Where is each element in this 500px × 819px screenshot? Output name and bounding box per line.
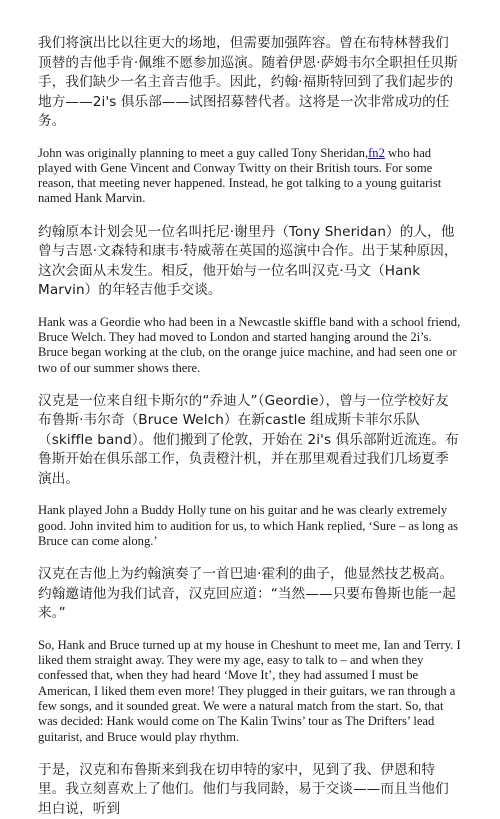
paragraph-zh-3: 约翰原本计划会见一位名叫托尼·谢里丹（Tony Sheridan）的人，他曾与吉恩·文森特和康韦·特威蒂在英国的巡演中合作。出于某种原因，这次会面从未发生。相反，他开始与一位名叫汉克·马文（Hank Marvin）的年轻吉他手交谈。 <box>38 223 458 299</box>
paragraph-zh-1: 我们将演出比以往更大的场地，但需要加强阵容。曾在布特林替我们顶替的吉他手肯·佩维不愿参加巡演。随着伊恩·萨姆韦尔全职担任贝斯手，我们缺少一名主音吉他手。因此，约翰·福斯特回到了我们起步的地方——2i's 俱乐部——试图招募替代者。这将是一次非常成功的任务。 <box>38 35 458 129</box>
paragraph-en-2-text-before: John was originally planning to meet a guy called Tony Sheridan, <box>38 145 369 160</box>
paragraph-en-2 <box>38 146 462 207</box>
paragraph-en-8: So, Hank and Bruce turned up at my house in Cheshunt to meet me, Ian and Terry. I liked them straight away. They were my age, easy to talk to – and when they confessed that, when they had heard ‘Move It’, they had assumed I must be American, I liked them even more! They plugged in their guitars, we ran through a few songs, and it sounded great. We were a natural match from the start. So, that was decided: Hank would come on The Kalin Twins’ tour as The Drifters’ lead guitarist, and Bruce would play rhythm. <box>38 637 461 744</box>
footnote-link[interactable]: fn2 <box>368 145 385 160</box>
paragraph-zh-7: 汉克在吉他上为约翰演奏了一首巴迪·霍利的曲子，他显然技艺极高。约翰邀请他为我们试音，汉克回应道：“当然——只要布鲁斯也能一起来。” <box>38 566 456 622</box>
paragraph-zh-9: 于是，汉克和布鲁斯来到我在切申特的家中，见到了我、伊恩和特里。我立刻喜欢上了他们。他们与我同龄，易于交谈——而且当他们坦白说，听到 <box>38 761 449 817</box>
paragraph-zh-5: 汉克是一位来自纽卡斯尔的“乔迪人”（Geordie），曾与一位学校好友布鲁斯·韦尔奇（Bruce Welch）在新castle 组成斯卡菲尔乐队（skiffle band）。他们搬到了伦敦，开始在 2i's 俱乐部附近流连。布鲁斯开始在俱乐部工作，负责橙汁机，并在那里观看过我们几场夏季演出。 <box>38 392 459 487</box>
paragraph-en-6: Hank played John a Buddy Holly tune on his guitar and he was clearly extremely good. John invited him to audition for us, to which Hank replied, ‘Sure – as long as Bruce can come along.’ <box>38 503 459 548</box>
paragraph-en-2-text-after: who had played with Gene Vincent and Conway Twitty on their British tours. For some reason, that meeting never happened. Instead, he got talking to a young guitarist named Hank Marvin. <box>38 145 442 206</box>
paragraph-en-4: Hank was a Geordie who had been in a Newcastle skiffle band with a school friend, Bruce Welch. They had moved to London and started hanging around the 2i’s. Bruce began working at the club, on the orange juice machine, and had seen one or two of our summer shows there. <box>38 314 461 375</box>
